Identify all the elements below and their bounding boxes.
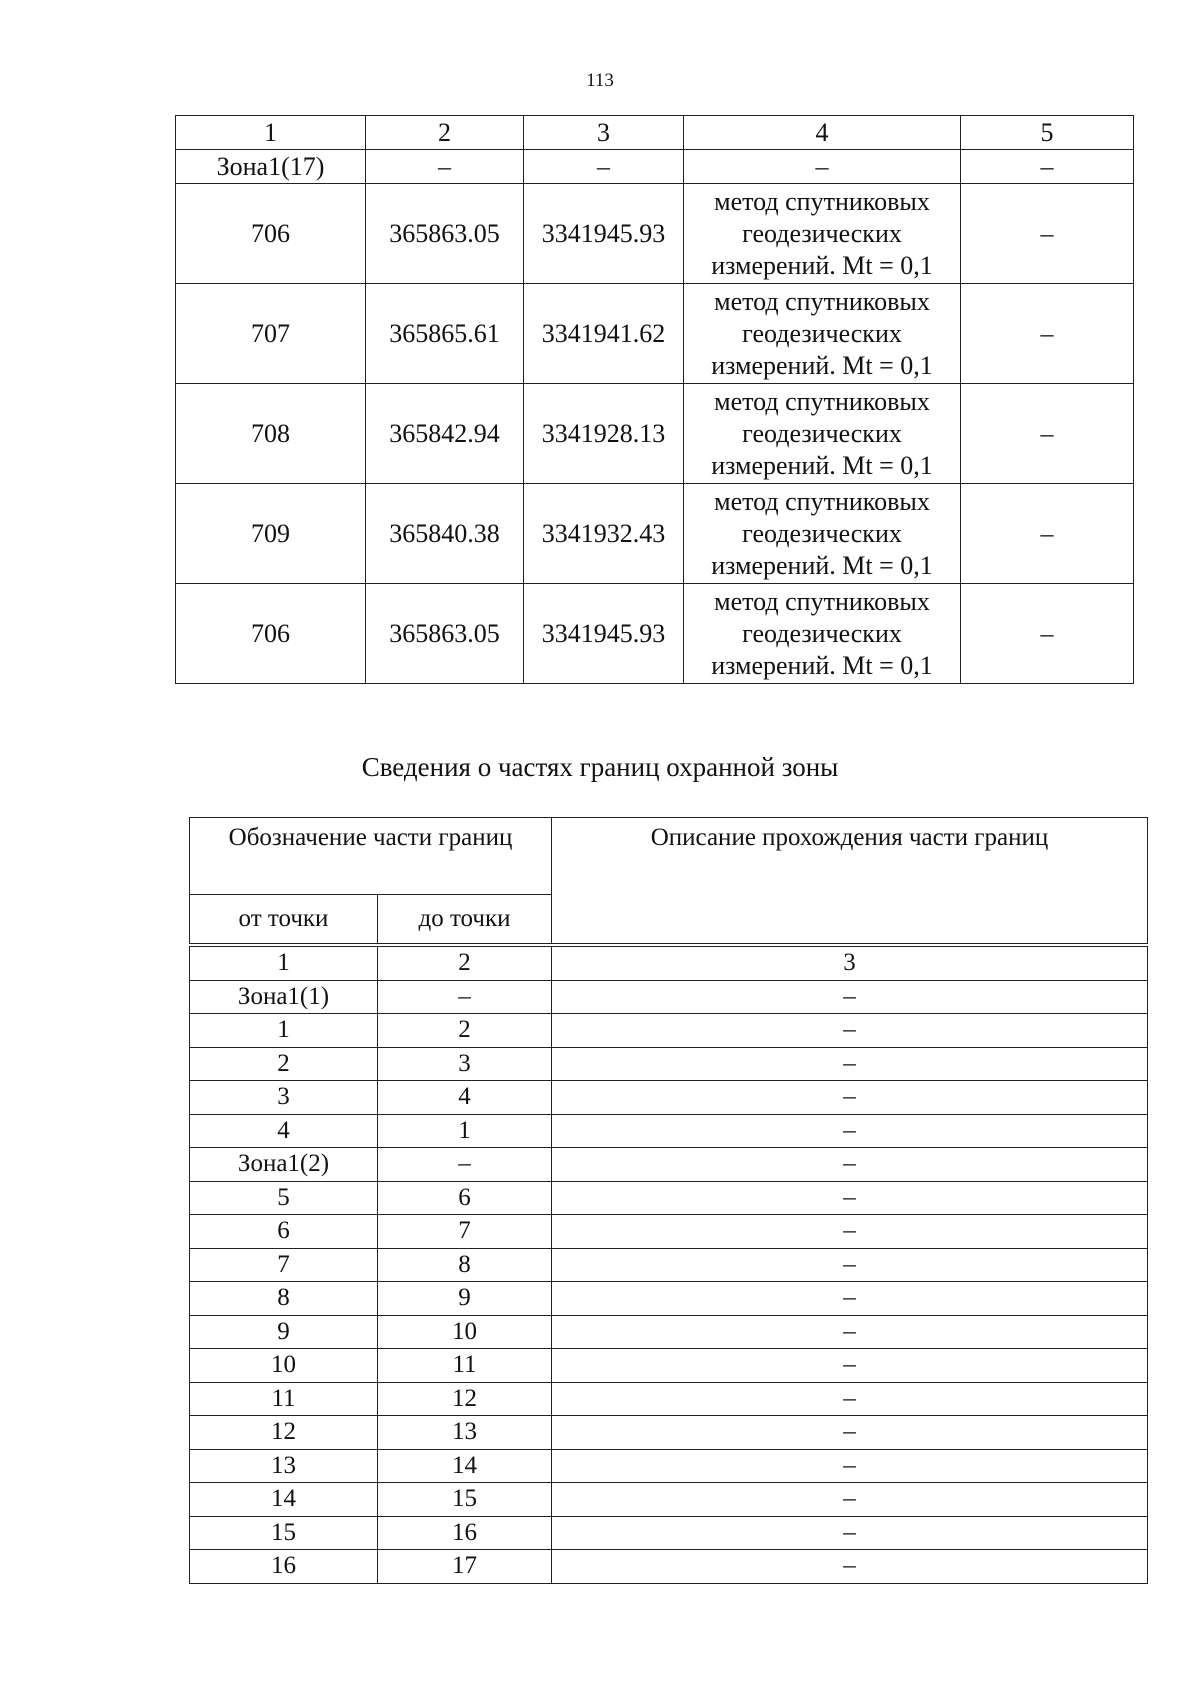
from-point: 1: [190, 1014, 378, 1048]
from-point: 12: [190, 1416, 378, 1450]
table-row: [176, 184, 1134, 284]
table-row: [190, 1416, 1148, 1450]
column-number: 5: [961, 116, 1134, 150]
part-description: –: [552, 1047, 1148, 1081]
coordinate-y: 3341932.43: [524, 484, 684, 584]
to-point: 2: [378, 1014, 552, 1048]
method-cell: [684, 584, 961, 684]
method-line: измерений. Mt = 0,1: [711, 350, 933, 380]
method-cell: [684, 384, 961, 484]
to-point: 8: [378, 1248, 552, 1282]
coordinate-y: 3341928.13: [524, 384, 684, 484]
from-point: 5: [190, 1181, 378, 1215]
point-number: 707: [176, 284, 366, 384]
method-cell: [684, 284, 961, 384]
table-row: [190, 1483, 1148, 1517]
part-description: –: [552, 1483, 1148, 1517]
method-line: геодезических: [742, 218, 902, 248]
table-row: [190, 1248, 1148, 1282]
table-row: [190, 1550, 1148, 1584]
from-point: 8: [190, 1282, 378, 1316]
coordinate-x: 365863.05: [366, 584, 524, 684]
coordinate-y: 3341945.93: [524, 184, 684, 284]
table-row: [190, 1081, 1148, 1115]
from-point: 7: [190, 1248, 378, 1282]
from-point: 13: [190, 1449, 378, 1483]
table-header-row: [176, 116, 1134, 150]
header-to-point: до точки: [378, 895, 552, 944]
to-point: 4: [378, 1081, 552, 1115]
description-cell: –: [961, 284, 1134, 384]
table-row: [176, 484, 1134, 584]
to-point: 16: [378, 1516, 552, 1550]
description-cell: –: [961, 184, 1134, 284]
to-point: 10: [378, 1315, 552, 1349]
method-line: метод спутниковых: [714, 486, 930, 516]
to-point: 13: [378, 1416, 552, 1450]
column-number: 2: [366, 116, 524, 150]
part-description: –: [552, 1550, 1148, 1584]
part-description: –: [552, 1014, 1148, 1048]
table-row: [190, 1181, 1148, 1215]
column-number: 3: [552, 947, 1148, 981]
method-line: геодезических: [742, 518, 902, 548]
page-number: 113: [586, 70, 614, 91]
table-row: [190, 1282, 1148, 1316]
to-point: 12: [378, 1382, 552, 1416]
table-row: [190, 1114, 1148, 1148]
point-number: 708: [176, 384, 366, 484]
part-description: –: [552, 1449, 1148, 1483]
part-description: –: [552, 1516, 1148, 1550]
from-point: 4: [190, 1114, 378, 1148]
column-number: 3: [524, 116, 684, 150]
to-point: 9: [378, 1282, 552, 1316]
description-cell: –: [961, 584, 1134, 684]
from-point: 10: [190, 1349, 378, 1383]
table-row: [176, 584, 1134, 684]
method-line: метод спутниковых: [714, 586, 930, 616]
part-description: –: [552, 1114, 1148, 1148]
table-cell: –: [366, 150, 524, 184]
from-point: 16: [190, 1550, 378, 1584]
method-line: измерений. Mt = 0,1: [711, 650, 933, 680]
table-row: [176, 284, 1134, 384]
from-point: 6: [190, 1215, 378, 1249]
to-point: 3: [378, 1047, 552, 1081]
table-row: [190, 1215, 1148, 1249]
table-cell: –: [524, 150, 684, 184]
description-cell: –: [961, 384, 1134, 484]
method-line: метод спутниковых: [714, 386, 930, 416]
method-line: метод спутниковых: [714, 286, 930, 316]
table-row: [176, 384, 1134, 484]
from-point: 15: [190, 1516, 378, 1550]
from-point: 9: [190, 1315, 378, 1349]
table-row: [190, 1014, 1148, 1048]
point-number: 706: [176, 584, 366, 684]
column-number: 4: [684, 116, 961, 150]
table-header-row: [190, 818, 1148, 895]
section-title: Сведения о частях границ охранной зоны: [361, 752, 839, 782]
to-point: 17: [378, 1550, 552, 1584]
coordinate-x: 365865.61: [366, 284, 524, 384]
method-line: измерений. Mt = 0,1: [711, 250, 933, 280]
part-description: –: [552, 1248, 1148, 1282]
method-line: геодезических: [742, 618, 902, 648]
header-from-point: от точки: [190, 895, 378, 944]
column-number-row: [190, 947, 1148, 981]
table-row: [190, 1516, 1148, 1550]
part-description: –: [552, 1148, 1148, 1182]
table-row: [190, 1349, 1148, 1383]
coordinate-y: 3341941.62: [524, 284, 684, 384]
table-cell: –: [684, 150, 961, 184]
from-point: Зона1(2): [190, 1148, 378, 1182]
method-line: геодезических: [742, 318, 902, 348]
point-number: 709: [176, 484, 366, 584]
table-row: [190, 1047, 1148, 1081]
method-line: метод спутниковых: [714, 186, 930, 216]
part-description: –: [552, 980, 1148, 1014]
column-number: 1: [176, 116, 366, 150]
to-point: 6: [378, 1181, 552, 1215]
zone-row: [176, 150, 1134, 184]
header-designation: Обозначение части границ: [190, 818, 552, 895]
coordinate-x: 365840.38: [366, 484, 524, 584]
part-description: –: [552, 1181, 1148, 1215]
table-row: [190, 980, 1148, 1014]
from-point: 3: [190, 1081, 378, 1115]
column-number: 1: [190, 947, 378, 981]
coordinates-table: [175, 115, 1134, 684]
part-description: –: [552, 1282, 1148, 1316]
method-line: измерений. Mt = 0,1: [711, 550, 933, 580]
to-point: 14: [378, 1449, 552, 1483]
from-point: 2: [190, 1047, 378, 1081]
to-point: –: [378, 1148, 552, 1182]
table-row: [190, 1315, 1148, 1349]
description-cell: –: [961, 484, 1134, 584]
part-description: –: [552, 1382, 1148, 1416]
to-point: 15: [378, 1483, 552, 1517]
from-point: 11: [190, 1382, 378, 1416]
part-description: –: [552, 1349, 1148, 1383]
to-point: 7: [378, 1215, 552, 1249]
method-cell: [684, 184, 961, 284]
from-point: 14: [190, 1483, 378, 1517]
to-point: –: [378, 980, 552, 1014]
part-description: –: [552, 1215, 1148, 1249]
table-row: [190, 1382, 1148, 1416]
coordinate-x: 365863.05: [366, 184, 524, 284]
table-row: [190, 1449, 1148, 1483]
table-row: [190, 1148, 1148, 1182]
method-line: измерений. Mt = 0,1: [711, 450, 933, 480]
method-cell: [684, 484, 961, 584]
to-point: 1: [378, 1114, 552, 1148]
header-description: Описание прохождения части границ: [552, 818, 1148, 944]
part-description: –: [552, 1416, 1148, 1450]
boundary-parts-table: [189, 817, 1148, 1584]
to-point: 11: [378, 1349, 552, 1383]
point-number: 706: [176, 184, 366, 284]
part-description: –: [552, 1315, 1148, 1349]
from-point: Зона1(1): [190, 980, 378, 1014]
coordinate-y: 3341945.93: [524, 584, 684, 684]
column-number: 2: [378, 947, 552, 981]
table-cell: –: [961, 150, 1134, 184]
part-description: –: [552, 1081, 1148, 1115]
coordinate-x: 365842.94: [366, 384, 524, 484]
zone-label: Зона1(17): [176, 150, 366, 184]
method-line: геодезических: [742, 418, 902, 448]
